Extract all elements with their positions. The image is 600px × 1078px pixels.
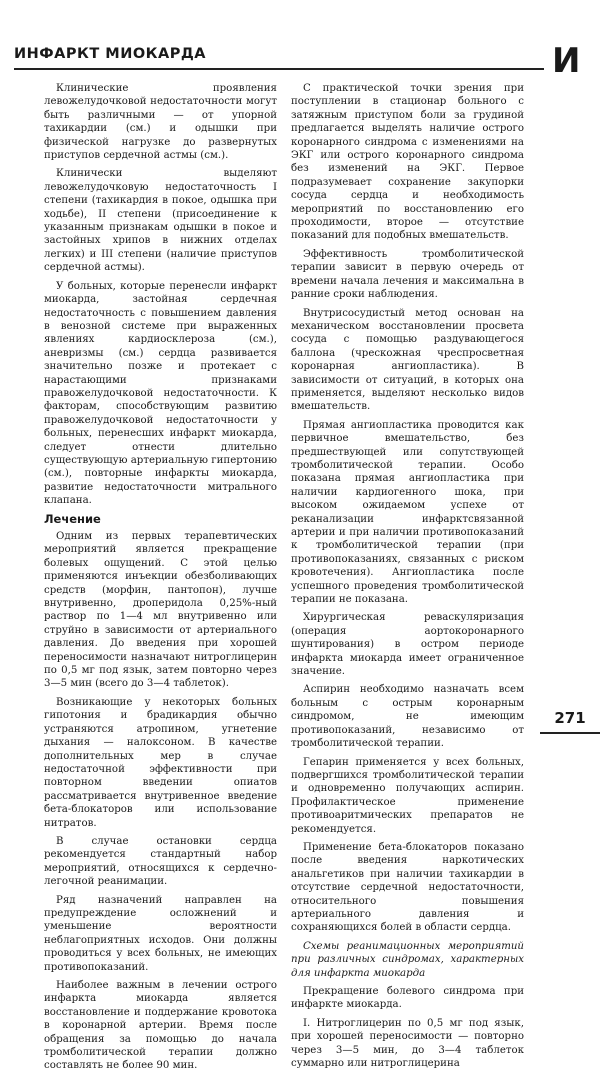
paragraph: Ряд назначений направлен на предупреждение осложнений и уменьшение вероятности неблагоприятных исходов. Они должны проводиться у всех больных, не имеющих противопоказаний.: [44, 894, 277, 973]
page-number-text: 271: [554, 709, 586, 727]
paragraph: Клинические проявления левожелудочковой недостаточности могут быть различными — от упорной тахикардии (см.) и одышки при физической нагрузке до развернутых приступов сердечной астмы (см.).: [44, 83, 277, 162]
paragraph: Гепарин применяется у всех больных, подвергшихся тромболитической терапии и одновременно получающих аспирин. Профилактическое применение противоаритмических препаратов не рекомендуется.: [291, 756, 524, 835]
paragraph: У больных, которые перенесли инфаркт миокарда, застойная сердечная недостаточность с повышением давления в венозной системе при выраженных явлениях кардиосклероза (см.), аневризмы (см.) сердца развивается значительно позже и протекает с нарастающими признаками правожелудочковой недостаточности. К факторам, способствующим развитию правожелудочковой недостаточности у больных, перенесших инфаркт миокарда, следует отнести длительно существующую артериальную гипертонию (см.), повторные инфаркты миокарда, развитие недостаточности митрального клапана.: [44, 280, 277, 507]
paragraph: I. Нитроглицерин по 0,5 мг под язык, при хорошей переносимости — повторно через 3—5 мин, до 3—4 таблеток суммарно или нитроглицерина: [291, 1017, 524, 1070]
paragraph: Применение бета-блокаторов показано после введения наркотических анальгетиков при наличии тахикардии в отсутствие сердечной недостаточности, относительного повышения артериального давления и сохраняющихся болей в области сердца.: [291, 841, 524, 934]
paragraph: Прекращение болевого синдрома при инфаркте миокарда.: [291, 986, 524, 1011]
running-header-title: ИНФАРКТ МИОКАРДА: [14, 46, 207, 62]
paragraph: Одним из первых терапевтических мероприятий является прекращение болевых ощущений. С этой целью применяются инъекции обезболивающих средств (морфин, пантопон), лучше внутривенно, дроперидола 0,25%-ный раствор по 1—4 мл внутривенно или струйно в зависимости от артериального давления. До введения при хорошей переносимости назначают нитроглицерин по 0,5 мг под язык, затем повторно через 3—5 мин (всего до 3—4 таблеток).: [44, 531, 277, 690]
paragraph: Хирургическая реваскуляризация (операция аортокоронарного шунтирования) в остром периоде инфаркта миокарда имеет ограниченное значение.: [291, 612, 524, 678]
running-header: [14, 44, 544, 70]
section-heading: Лечение: [44, 511, 101, 526]
header-rule: [14, 68, 544, 70]
paragraph: Прямая ангиопластика проводится как первичное вмешательство, без предшествующей или сопутствующей тромболитической терапии. Особо показана прямая ангиопластика при наличии кардиогенного шока, при высоком ожидаемом успехе от реканализации инфарктсвязанной артерии и при наличии противопоказаний к тромболитической терапии (при противопоказаниях, связанных с риском кровотечения). Ангиопластика после успешного проведения тромболитической терапии не показана.: [291, 419, 524, 606]
right-column: [291, 82, 524, 1075]
paragraph: В случае остановки сердца рекомендуется стандартный набор мероприятий, относящихся к сердечно-легочной реанимации.: [44, 835, 277, 888]
schemes-note: Схемы реанимационных мероприятий при различных синдромах, характерных для инфаркта миокарда: [291, 940, 524, 979]
paragraph: Наиболее важным в лечении острого инфаркта миокарда является восстановление и поддержание кровотока в коронарной артерии. Время после обращения за помощью до начала тромболитической терапии должно составлять не более 90 мин.: [44, 980, 277, 1072]
left-column: [44, 82, 277, 1078]
section-letter: И: [552, 41, 581, 81]
page-number-rule: [540, 732, 600, 734]
paragraph: Аспирин необходимо назначать всем больным с острым коронарным синдромом, не имеющим противопоказаний, независимо от тромболитической терапии.: [291, 684, 524, 750]
paragraph: Эффективность тромболитической терапии зависит в первую очередь от времени начала лечения и максимальна в ранние сроки наблюдения.: [291, 248, 524, 301]
paragraph: С практической точки зрения при поступлении в стационар больного с затяжным приступом боли за грудиной предлагается выделять наличие острого коронарного синдрома с изменениями на ЭКГ или острого коронарного синдрома без изменений на ЭКГ. Первое подразумевает сохранение закупорки сосуда сердца и необходимость мероприятий по восстановлению его проходимости, второе — отсутствие показаний для подобных вмешательств.: [291, 83, 524, 242]
page-number: [540, 706, 600, 730]
paragraph: Клинически выделяют левожелудочковую недостаточность I степени (тахикардия в покое, одышка при ходьбе), II степени (присоединение к указанным признакам одышки в покое и застойных хрипов в нижних отделах легких) и III степени (наличие приступов сердечной астмы).: [44, 168, 277, 274]
paragraph: Внутрисосудистый метод основан на механическом восстановлении просвета сосуда с помощью раздувающегося баллона (чрескожная чреспросветная коронарная ангиопластика). В зависимости от ситуаций, в которых она применяется, выделяют несколько видов вмешательств.: [291, 307, 524, 413]
paragraph: Возникающие у некоторых больных гипотония и брадикардия обычно устраняются атропином, угнетение дыхания — налоксоном. В качестве дополнительных мер в случае недостаточной эффективности при повторном введении опиатов рассматривается внутривенное введение бета-блокаторов или использование нитратов.: [44, 696, 277, 829]
